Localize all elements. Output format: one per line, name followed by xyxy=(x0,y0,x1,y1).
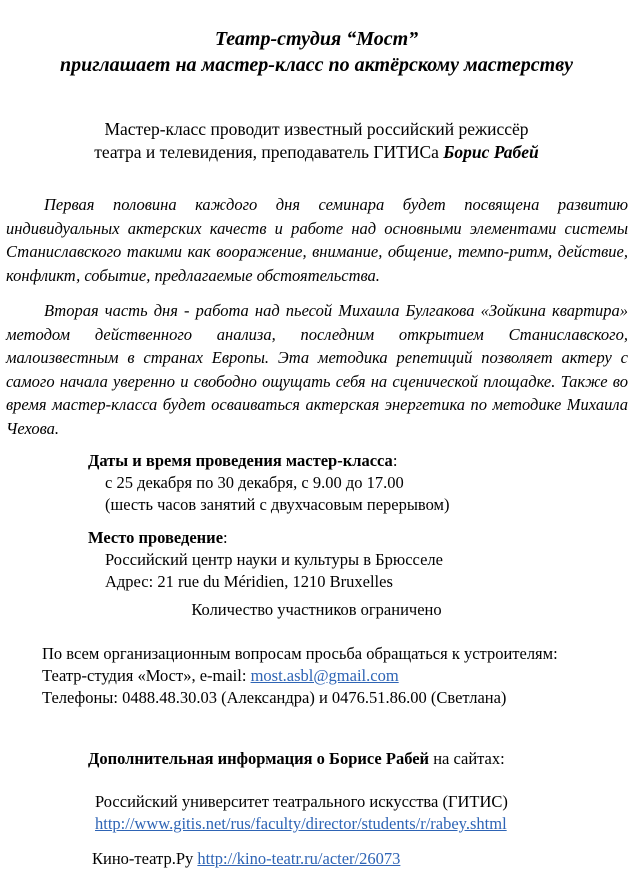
email-link[interactable]: most.asbl@gmail.com xyxy=(250,666,399,685)
gitis-link[interactable]: http://www.gitis.net/rus/faculty/director/students/r/rabey.shtml xyxy=(95,814,507,833)
dates-heading-bold: Даты и время проведения мастер-класса xyxy=(88,451,393,470)
more-info-heading xyxy=(88,748,633,770)
more-info-heading-rest: на сайтах: xyxy=(429,749,505,768)
paragraph-seminar-second-half: Вторая часть дня - работа над пьесой Михаила Булгакова «Зойкина квартира» методом действенного анализа, последним открытием Станиславского, малоизвестным в странах Европы. Эта методика репетиций позволяет актеру с самого начала уверенно и свободно ощущать себя на сценической площадке. Также во время мастер-класса будет осваиваться актерская энергетика по методике Михаила Чехова. xyxy=(6,301,628,438)
dates-heading-colon: : xyxy=(392,451,398,470)
kino-line xyxy=(92,848,633,870)
title-line-2: приглашает на мастер-класс по актёрскому мастерству xyxy=(59,54,574,76)
document-title xyxy=(0,26,633,78)
venue-heading-bold: Место проведение xyxy=(88,528,224,547)
section-dates xyxy=(0,450,633,516)
contacts-line-1: По всем организационным вопросам просьба обращаться к устроителям: xyxy=(42,644,558,663)
contacts-line-2 xyxy=(42,665,627,687)
paragraph-seminar-first-half: Первая половина каждого дня семинара будет посвящена развитию индивидуальных актерских качеств и работе над основными элементами системы Станиславского такими как вооражение, внимание, общение, темпо-ритм, действие, конфликт, событие, предлагаемые обстоятельства. xyxy=(6,195,628,285)
venue-line-2: Адрес: 21 rue du Méridien, 1210 Bruxelles xyxy=(105,572,393,591)
dates-heading xyxy=(88,450,633,472)
gitis-label: Российский университет театрального искусства (ГИТИС) xyxy=(95,792,508,811)
dates-line-2: (шесть часов занятий с двухчасовым перерывом) xyxy=(105,495,450,514)
gitis-block xyxy=(95,791,633,835)
more-info-heading-bold: Дополнительная информация о Борисе Рабей xyxy=(88,749,430,768)
venue-heading-colon: : xyxy=(223,528,228,547)
subtitle-line-1: Мастер-класс проводит известный российский режиссёр xyxy=(104,119,529,139)
section-venue xyxy=(0,527,633,593)
dates-line-1: с 25 декабря по 30 декабря, с 9.00 до 17.00 xyxy=(105,473,404,492)
lecturer-name: Борис Рабей xyxy=(443,142,539,162)
venue-heading xyxy=(88,527,633,549)
contacts-line-2-prefix: Театр-студия «Мост», e-mail: xyxy=(42,666,251,685)
venue-line-1: Российский центр науки и культуры в Брюсселе xyxy=(105,550,443,569)
contacts-line-3: Телефоны: 0488.48.30.03 (Александра) и 0476.51.86.00 (Светлана) xyxy=(42,688,507,707)
contacts-block xyxy=(42,643,627,709)
subtitle xyxy=(0,118,633,164)
subtitle-line-2-prefix: театра и телевидения, преподаватель ГИТИСа xyxy=(94,142,444,162)
kino-link[interactable]: http://kino-teatr.ru/acter/26073 xyxy=(197,849,401,868)
participants-limit-notice: Количество участников ограничено xyxy=(191,600,442,619)
title-line-1: Театр-студия “Мост” xyxy=(214,28,419,50)
kino-label: Кино-театр.Ру xyxy=(92,849,198,868)
